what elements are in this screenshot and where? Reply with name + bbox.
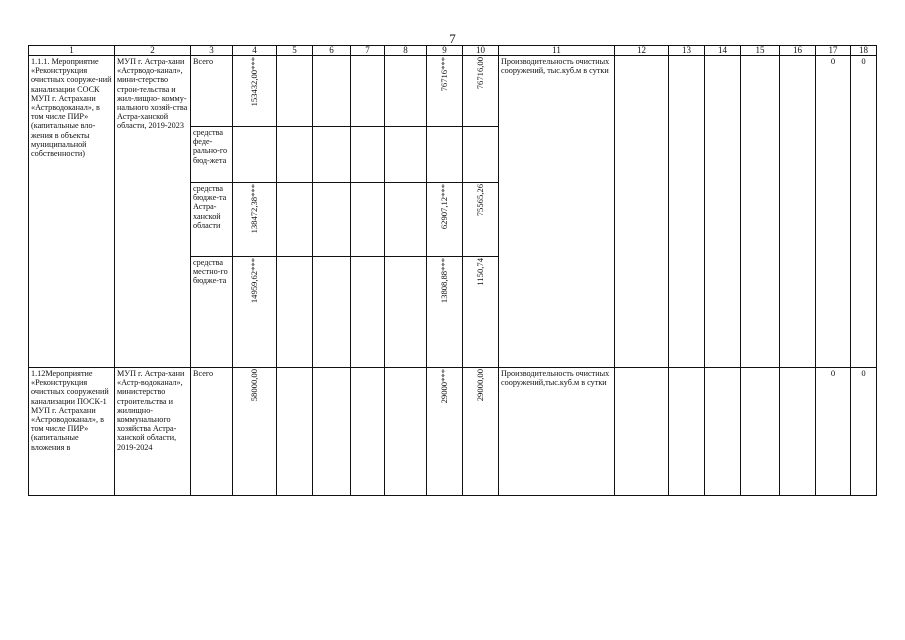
program-table <box>28 45 877 496</box>
column-number: 15 <box>741 46 780 56</box>
empty-cell <box>705 368 741 496</box>
amount-value: 75565,26 <box>474 184 485 217</box>
amount-cell <box>463 56 499 127</box>
empty-cell <box>351 257 385 368</box>
amount-value: 14959,62*** <box>248 258 259 304</box>
table-row <box>29 368 877 496</box>
empty-cell <box>669 56 705 368</box>
column-number: 7 <box>351 46 385 56</box>
amount-value: 1150,74 <box>474 258 485 286</box>
empty-cell <box>385 183 427 257</box>
column-number: 8 <box>385 46 427 56</box>
executor-cell: МУП г. Астра-хани «Астрводо-канал», мини-стерство строи-тельства и жил-лищно- комму-нального хозяй-ства Астра-ханской области, 2019-2023 <box>115 56 191 368</box>
indicator-cell: Производительность очистных сооружений, тыс.куб.м в сутки <box>499 56 615 368</box>
empty-cell <box>615 56 669 368</box>
indicator-value-cell: 0 <box>851 368 877 496</box>
empty-cell <box>277 56 313 127</box>
column-number: 4 <box>233 46 277 56</box>
empty-cell <box>313 56 351 127</box>
indicator-value-cell: 0 <box>816 368 851 496</box>
empty-cell <box>351 183 385 257</box>
amount-cell <box>233 368 277 496</box>
amount-value: 76716,00 <box>474 57 485 90</box>
amount-cell <box>463 257 499 368</box>
amount-cell <box>233 183 277 257</box>
column-number-row <box>29 46 877 56</box>
empty-cell <box>463 127 499 183</box>
column-number: 14 <box>705 46 741 56</box>
empty-cell <box>385 127 427 183</box>
empty-cell <box>427 127 463 183</box>
funding-source-cell: Всего <box>191 368 233 496</box>
amount-value: 153432,00*** <box>248 57 259 107</box>
amount-value: 29000*** <box>438 369 449 404</box>
empty-cell <box>351 56 385 127</box>
column-number: 5 <box>277 46 313 56</box>
indicator-value-cell: 0 <box>851 56 877 368</box>
executor-cell: МУП г. Астра-хани «Астр-водоканал», министерство строительства и жилищно-коммунального хозяйства Астра-ханской области, 2019-2024 <box>115 368 191 496</box>
empty-cell <box>780 56 816 368</box>
empty-cell <box>277 183 313 257</box>
empty-cell <box>313 183 351 257</box>
amount-cell <box>463 183 499 257</box>
empty-cell <box>277 257 313 368</box>
column-number: 6 <box>313 46 351 56</box>
amount-cell <box>463 368 499 496</box>
empty-cell <box>385 257 427 368</box>
column-number: 9 <box>427 46 463 56</box>
amount-cell <box>427 257 463 368</box>
empty-cell <box>277 127 313 183</box>
event-name-cell: 1.1.1. Мероприятие «Реконструкция очистных сооруже-ний канализации СОСК МУП г. Астрахани «Астрводоканал», в том числе ПИР» (капитальные вло-жения в объекты муниципальной собственности) <box>29 56 115 368</box>
column-number: 10 <box>463 46 499 56</box>
amount-cell <box>427 368 463 496</box>
column-number: 3 <box>191 46 233 56</box>
funding-source-cell: средства бюдже-та Астра-ханской области <box>191 183 233 257</box>
empty-cell <box>313 127 351 183</box>
amount-value: 58000,00 <box>248 369 259 402</box>
column-number: 2 <box>115 46 191 56</box>
empty-cell <box>741 56 780 368</box>
funding-source-cell: средства местно-го бюдже-та <box>191 257 233 368</box>
amount-value: 138472,38*** <box>248 184 259 234</box>
amount-cell <box>233 56 277 127</box>
empty-cell <box>385 56 427 127</box>
empty-cell <box>277 368 313 496</box>
column-number: 17 <box>816 46 851 56</box>
empty-cell <box>351 368 385 496</box>
column-number: 12 <box>615 46 669 56</box>
funding-source-cell: средства феде-рально-го бюд-жета <box>191 127 233 183</box>
column-number: 11 <box>499 46 615 56</box>
empty-cell <box>385 368 427 496</box>
amount-value: 76716*** <box>438 57 449 92</box>
empty-cell <box>233 127 277 183</box>
column-number: 18 <box>851 46 877 56</box>
amount-cell <box>427 56 463 127</box>
amount-value: 29000,00 <box>474 369 485 402</box>
amount-cell <box>427 183 463 257</box>
empty-cell <box>669 368 705 496</box>
column-number: 1 <box>29 46 115 56</box>
amount-value: 62907,12*** <box>438 184 449 230</box>
event-name-cell: 1.12Мероприятие «Реконструкция очистных сооружений канализации ПОСК-1 МУП г. Астрахани «Астроводоканал», в том числе ПИР» (капитальные вложения в <box>29 368 115 496</box>
empty-cell <box>780 368 816 496</box>
indicator-cell: Производительность очистных сооружений,тыс.куб.м в сутки <box>499 368 615 496</box>
indicator-value-cell: 0 <box>816 56 851 368</box>
page-number: 7 <box>449 31 456 46</box>
empty-cell <box>313 257 351 368</box>
empty-cell <box>313 368 351 496</box>
funding-source-cell: Всего <box>191 56 233 127</box>
column-number: 16 <box>780 46 816 56</box>
empty-cell <box>615 368 669 496</box>
empty-cell <box>705 56 741 368</box>
empty-cell <box>351 127 385 183</box>
amount-cell <box>233 257 277 368</box>
column-number: 13 <box>669 46 705 56</box>
empty-cell <box>741 368 780 496</box>
amount-value: 13808,88*** <box>438 258 449 304</box>
table-row <box>29 56 877 127</box>
